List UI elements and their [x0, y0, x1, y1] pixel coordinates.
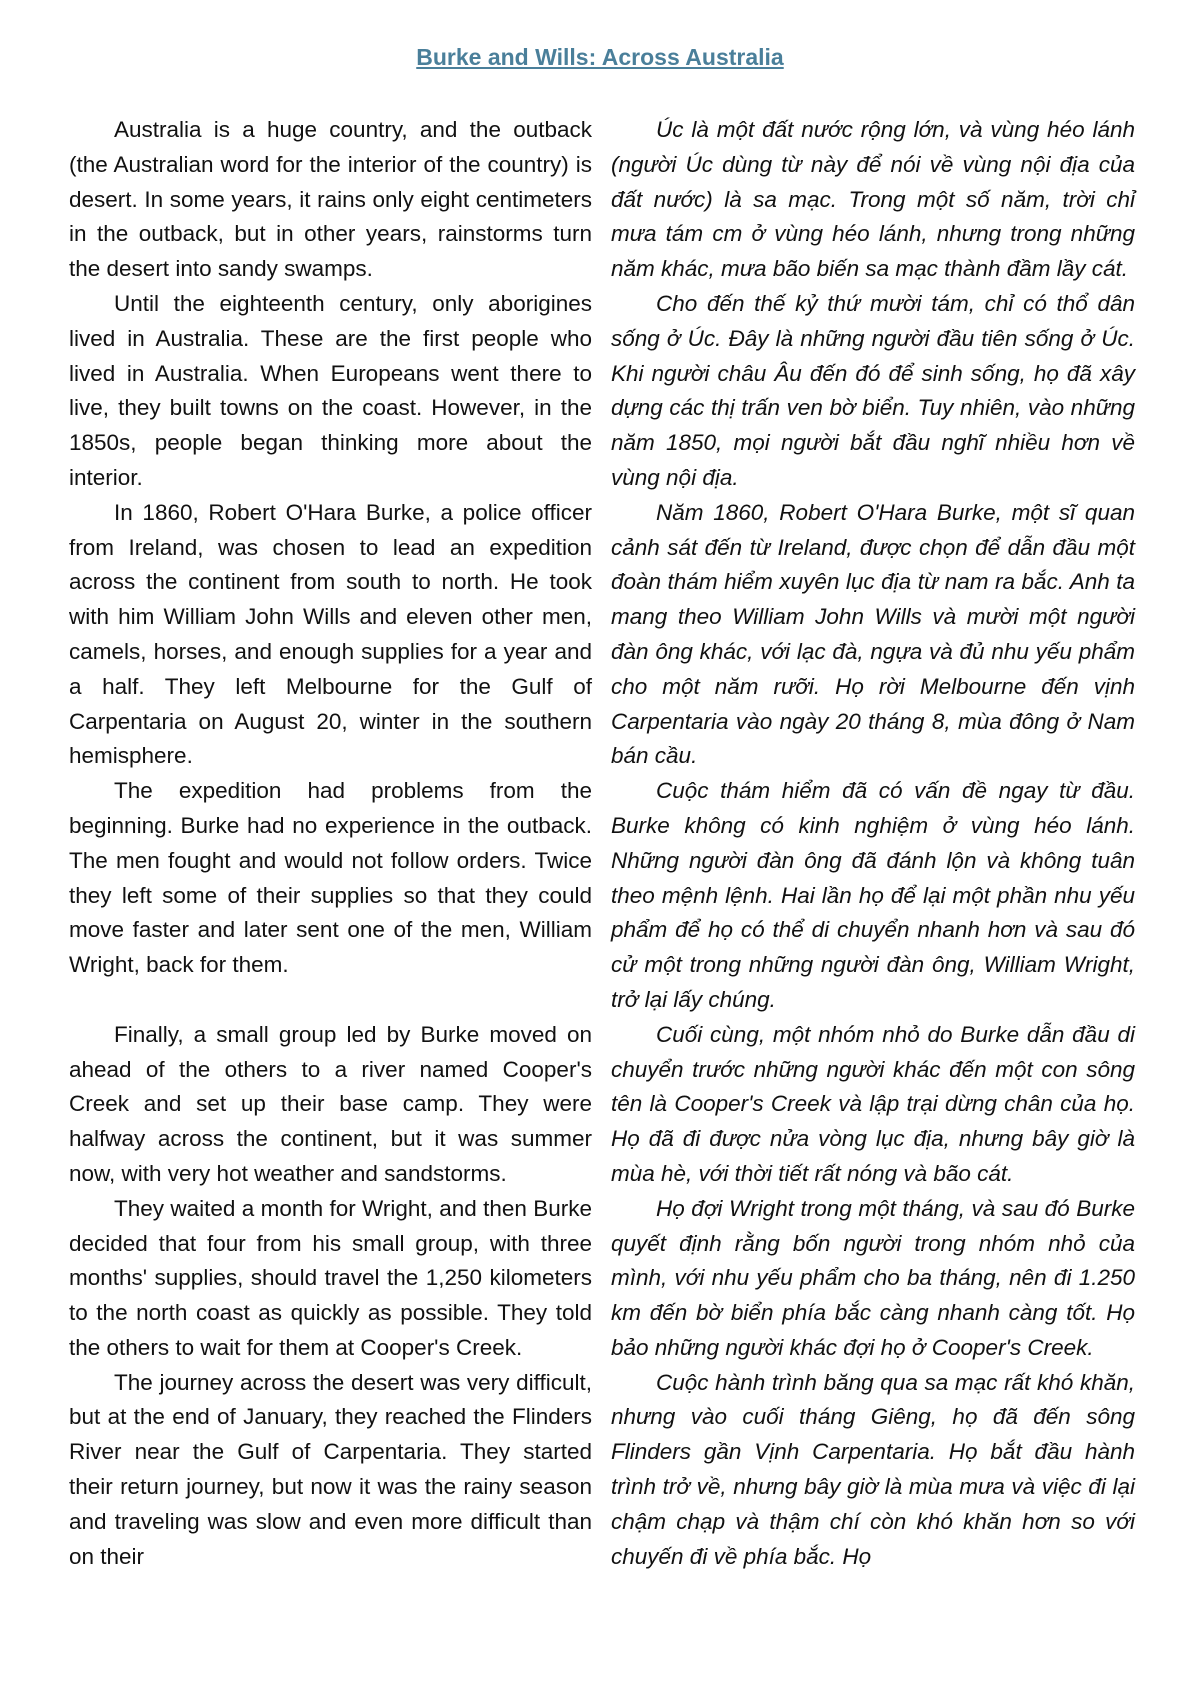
vietnamese-paragraph: Cho đến thế kỷ thứ mười tám, chỉ có thổ dân sống ở Úc. Đây là những người đầu tiên sống ở Úc. Khi người châu Âu đến đó để sinh sống, họ đã xây dựng các thị trấn ven bờ biển. Tuy nhiên, vào những năm 1850, mọi người bắt đầu nghĩ nhiều hơn về vùng nội địa.	[611, 290, 1135, 490]
english-paragraph: In 1860, Robert O'Hara Burke, a police officer from Ireland, was chosen to lead an expedition across the continent from south to north. He took with him William John Wills and eleven other men, camels, horses, and enough supplies for a year and a half. They left Melbourne for the Gulf of Carpentaria on August 20, winter in the southern hemisphere.	[69, 499, 592, 769]
english-paragraph: The journey across the desert was very difficult, but at the end of January, they reached the Flinders River near the Gulf of Carpentaria. They started their return journey, but now it was the rainy season and traveling was slow and even more difficult than on their	[69, 1369, 592, 1569]
vietnamese-paragraph: Cuộc hành trình băng qua sa mạc rất khó khăn, nhưng vào cuối tháng Giêng, họ đã đến sông Flinders gần Vịnh Carpentaria. Họ bắt đầu hành trình trở về, nhưng bây giờ là mùa mưa và việc đi lại chậm chạp và thậm chí còn khó khăn hơn so với chuyến đi về phía bắc. Họ	[611, 1369, 1135, 1569]
vietnamese-paragraph: Úc là một đất nước rộng lớn, và vùng héo lánh (người Úc dùng từ này để nói về vùng nội địa của đất nước) là sa mạc. Trong một số năm, trời chỉ mưa tám cm ở vùng héo lánh, nhưng trong những năm khác, mưa bão biến sa mạc thành đầm lầy cát.	[611, 117, 1135, 282]
vietnamese-paragraph: Họ đợi Wright trong một tháng, và sau đó Burke quyết định rằng bốn người trong nhóm nhỏ của mình, với nhu yếu phẩm cho ba tháng, nên đi 1.250 km đến bờ biển phía bắc càng nhanh càng tốt. Họ bảo những người khác đợi họ ở Cooper's Creek.	[611, 1195, 1135, 1360]
vietnamese-paragraph: Cuối cùng, một nhóm nhỏ do Burke dẫn đầu di chuyển trước những người khác đến một con sông tên là Cooper's Creek và lập trại dừng chân của họ. Họ đã đi được nửa vòng lục địa, nhưng bây giờ là mùa hè, với thời tiết rất nóng và bão cát.	[611, 1021, 1135, 1186]
vietnamese-paragraph: Năm 1860, Robert O'Hara Burke, một sĩ quan cảnh sát đến từ Ireland, được chọn để dẫn đầu một đoàn thám hiểm xuyên lục địa từ nam ra bắc. Anh ta mang theo William John Wills và mười một người đàn ông khác, với lạc đà, ngựa và đủ nhu yếu phẩm cho một năm rưỡi. Họ rời Melbourne đến vịnh Carpentaria vào ngày 20 tháng 8, mùa đông ở Nam bán cầu.	[611, 499, 1135, 769]
english-paragraph: They waited a month for Wright, and then Burke decided that four from his small group, with three months' supplies, should travel the 1,250 kilometers to the north coast as quickly as possible. They told the others to wait for them at Cooper's Creek.	[69, 1195, 592, 1360]
english-paragraph: The expedition had problems from the beginning. Burke had no experience in the outback. The men fought and would not follow orders. Twice they left some of their supplies so that they could move faster and later sent one of the men, William Wright, back for them.	[69, 778, 592, 978]
vietnamese-column	[611, 113, 1135, 1574]
english-paragraph: Australia is a huge country, and the outback (the Australian word for the interior of the country) is desert. In some years, it rains only eight centimeters in the outback, but in other years, rainstorms turn the desert into sandy swamps.	[69, 117, 592, 282]
english-column	[69, 113, 592, 1574]
vietnamese-paragraph: Cuộc thám hiểm đã có vấn đề ngay từ đầu. Burke không có kinh nghiệm ở vùng héo lánh. Những người đàn ông đã đánh lộn và không tuân theo mệnh lệnh. Hai lần họ để lại một phần nhu yếu phẩm để họ có thể di chuyển nhanh hơn và sau đó cử một trong những người đàn ông, William Wright, trở lại lấy chúng.	[611, 778, 1135, 1012]
english-paragraph: Finally, a small group led by Burke moved on ahead of the others to a river named Cooper's Creek and set up their base camp. They were halfway across the continent, but it was summer now, with very hot weather and sandstorms.	[69, 1021, 592, 1186]
english-paragraph: Until the eighteenth century, only aborigines lived in Australia. These are the first people who lived in Australia. When Europeans went there to live, they built towns on the coast. However, in the 1850s, people began thinking more about the interior.	[69, 290, 592, 490]
document-title: Burke and Wills: Across Australia	[416, 44, 784, 70]
